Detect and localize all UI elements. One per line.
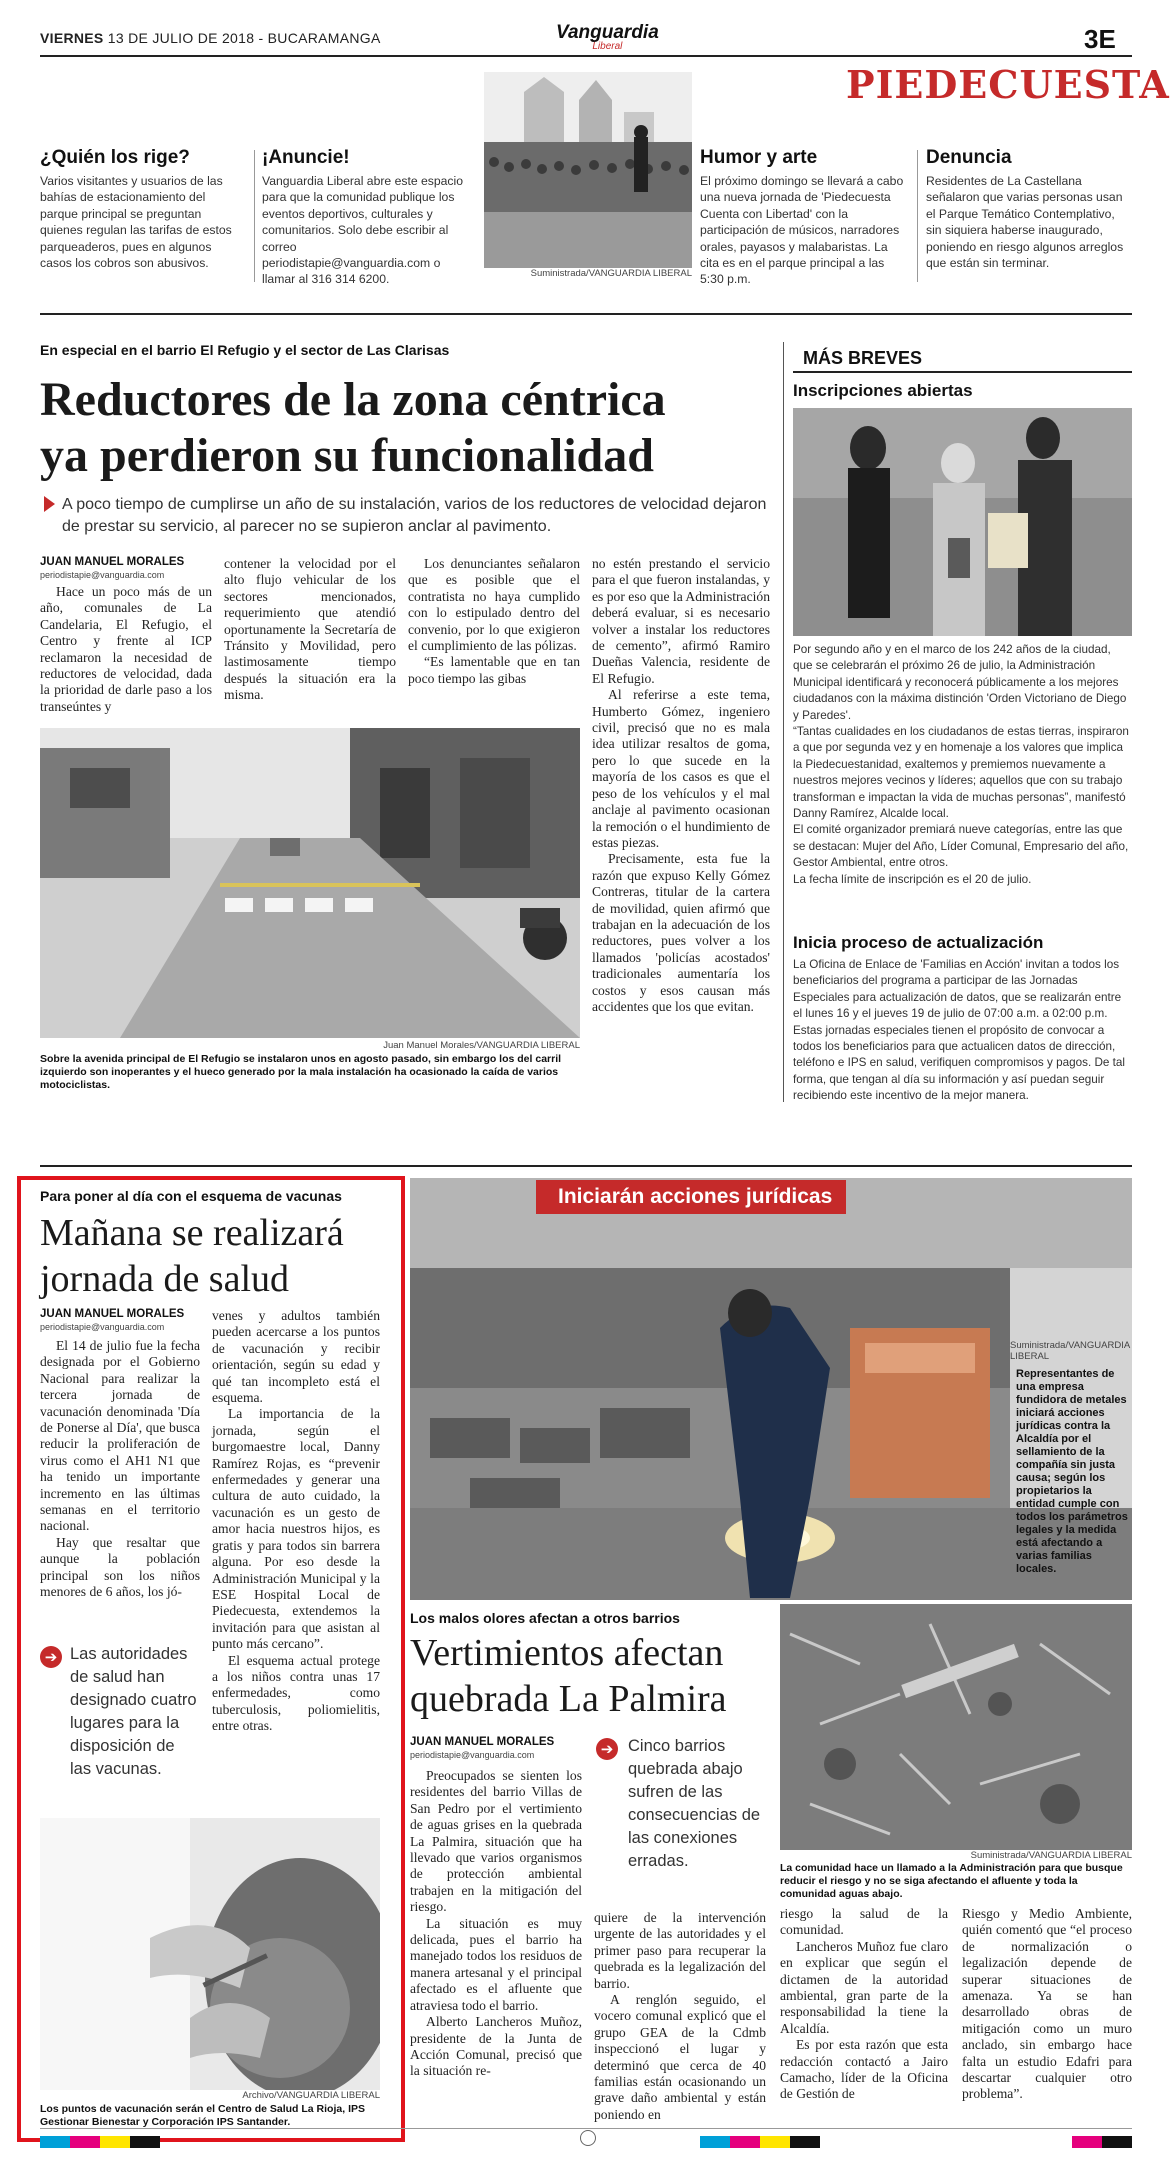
street-photo [40, 728, 580, 1038]
palmira-col-2 [594, 1910, 766, 2123]
brief-title: Humor y arte [700, 147, 818, 168]
logo [556, 22, 659, 54]
main-byline [40, 556, 210, 582]
paragraph: Riesgo y Medio Ambiente, quién comentó que “el proceso de normalización o legalización depende de superar situaciones de amenaza. Ya se han desarrollado obras de mitigación como un muro anclado, sin embargo hace falta un estudio Edafri para descartar cualquier otro problema”. [962, 1906, 1132, 2102]
paragraph: “Es lamentable que en tan poco tiempo las gibas [408, 654, 580, 686]
paragraph: Por segundo año y en el marco de los 242 años de la ciudad, que se celebrarán el próximo 26 de julio, la Administración Municipal identificará y reconocerá públicamente a los mejores ciudadanos con la máxima distinción 'Orden Victoriano de Diego y Paredes'. [793, 643, 1127, 722]
section-title: PIEDECUESTA [846, 62, 1170, 107]
main-col-3 [408, 556, 580, 687]
palmira-kicker: Los malos olores afectan a otros barrios [410, 1610, 680, 1626]
header-rule [40, 55, 1132, 57]
vacunas-col-1 [40, 1338, 200, 1601]
byline-email: periodistapie@vanguardia.com [410, 1750, 535, 1760]
color-bar [760, 2136, 790, 2148]
color-bar [70, 2136, 100, 2148]
palmira-col-4 [962, 1906, 1132, 2103]
parade-photo [484, 72, 692, 268]
creek-photo [780, 1604, 1132, 1850]
palmira-byline [410, 1736, 580, 1762]
palmira-col-1 [410, 1768, 582, 2080]
photo-credit: Juan Manuel Morales/VANGUARDIA LIBERAL [383, 1040, 580, 1051]
paragraph: Estas jornadas especiales tienen el propósito de convocar a todos los beneficiarios para que actualicen datos de dirección, teléfono e IPS en salud, verifiquen compromisos y pagos. De tal forma, que tengan al día su información y así puedan seguir recibiendo este incentivo de la mejor manera. [793, 1023, 1125, 1103]
section-rule [40, 1165, 1132, 1167]
arrow-icon: ➔ [596, 1738, 618, 1760]
photo-credit: Suministrada/VANGUARDIA LIBERAL [530, 268, 692, 279]
photo-credit: Suministrada/VANGUARDIA LIBERAL [1010, 1340, 1130, 1362]
headline-line: Reductores de la zona céntrica [40, 373, 666, 426]
brief-anuncie [262, 147, 467, 288]
paragraph: Hace un poco más de un año, comunales de La Candelaria, El Refugio, el Centro y frente al ICP reclamaron la necesidad de reductores de velocidad, dada la prioridad de darle paso a los transeúntes y [40, 584, 212, 714]
paragraph: contener la velocidad por el alto flujo vehicular de los sectores mencionados, requerimiento que atendió oportunamente la Secretaría de Tránsito y Movilidad, pero lastimosamente tiempo después la situación era la misma. [224, 556, 396, 703]
brief-title: Denuncia [926, 147, 1012, 168]
vacunas-pull-quote: Las autoridades de salud han designado cuatro lugares para la disposición de las vacunas. [70, 1645, 197, 1778]
paragraph: no estén prestando el servicio para el que fueron instalandas, y es por eso que la Administración deberá evaluar, si es necesario volver a instalar los reductores de cemento”, afirmó Ramiro Dueñas Valencia, residente de El Refugio. [592, 556, 770, 686]
paragraph: “Tantas cualidades en los ciudadanos de estas tierras, inspiraron a que por segunda vez y en homenaje a los valores que implica la Piedecuestanidad, exaltemos y premiemos nuevamente a nuestros mejores vecinos y líderes; aquellos que con su trabajo transforman e impactan la vida de muchas personas”, manifestó Danny Ramírez, Alcalde local. [793, 725, 1129, 821]
paragraph: El 14 de julio fue la fecha designada por el Gobierno Nacional para realizar la tercera jornada de vacunación denominada 'Día de Ponerse al Día', que busca reducir la proliferación de virus como el AH1 N1 que ha tenido un importante incremento en las últimas semanas en el territorio nacional. [40, 1338, 200, 1534]
paragraph: Hay que resaltar que aunque la población principal son los niños menores de 6 años, los jó- [40, 1534, 200, 1600]
color-bar [700, 2136, 730, 2148]
section-rule [40, 313, 1132, 315]
brief-denuncia [926, 147, 1132, 271]
paragraph: La situación es muy delicada, pues el barrio ha manejado todos los residuos de manera artesanal y el principal afectado es el afluente que atraviesa todo el barrio. [410, 1915, 582, 2013]
paragraph: La fecha límite de inscripción es el 20 de julio. [793, 872, 1032, 886]
mas-breves-label: MÁS BREVES [793, 348, 1132, 373]
header-date-text: 13 DE JULIO DE 2018 - BUCARAMANGA [107, 30, 381, 46]
vaccine-photo [40, 1818, 380, 2090]
arrow-icon: ➔ [40, 1646, 62, 1668]
photo-credit: Archivo/VANGUARDIA LIBERAL [242, 2090, 380, 2101]
headline-line: jornada de salud [40, 1258, 290, 1300]
main-headline [40, 372, 780, 484]
page-number: 3E [1084, 24, 1116, 54]
brief-body: Vanguardia Liberal abre este espacio para que la comunidad publique los eventos deportivos, culturales y comunitarios. Solo debe escribir al correo periodistapie@vanguardia.com o llamar al 316 314 6200. [262, 174, 464, 287]
headline-line: Mañana se realizará [40, 1212, 344, 1254]
breve-body-2 [793, 957, 1132, 1105]
brief-body: Varios visitantes y usuarios de las bahías de estacionamiento del parque principal se preguntan quienes regulan las tarifas de estos parqueaderos, pues en algunos casos los cobros son abusivos. [40, 174, 232, 271]
main-col-4 [592, 556, 770, 1015]
logo-sub: Liberal [592, 41, 623, 52]
breve-title: Inscripciones abiertas [793, 381, 973, 400]
logo-main: Vanguardia [556, 22, 659, 43]
palmira-col-3 [780, 1906, 948, 2103]
color-bar [790, 2136, 820, 2148]
paragraph: Preocupados se sienten los residentes del barrio Villas de San Pedro por el vertimiento de aguas grises en la quebrada La Palmira, situación que ha llevado que varios organismos de protección ambiental trabajen en la mitigación del riesgo. [410, 1768, 582, 1915]
juridicas-caption: Representantes de una empresa fundidora de metales iniciará acciones jurídicas contra la Alcaldía por el sellamiento de la compañía sin justa causa; según los propietarios la entidad cumple con todos los parámetros legales y la medida está afectando a varias familias locales. [1016, 1368, 1128, 1575]
deck-marker [44, 496, 55, 512]
brief-divider [917, 150, 918, 282]
byline-email: periodistapie@vanguardia.com [40, 1322, 165, 1332]
headline-line: Vertimientos afectan [410, 1632, 724, 1674]
brief-title: ¿Quién los rige? [40, 147, 190, 168]
byline-name: JUAN MANUEL MORALES [40, 556, 185, 568]
main-col-2 [224, 556, 396, 704]
byline-name: JUAN MANUEL MORALES [410, 1736, 555, 1748]
paragraph: Los denunciantes señalaron que es posible que el contratista no haya cumplido con lo estipulado dentro del convenio, por lo que exigieron el cumplimiento de las pólizas. [408, 556, 580, 654]
color-bar [730, 2136, 760, 2148]
paragraph: venes y adultos también pueden acercarse a los puntos de vacunación y recibir orientación, según su edad y qué tan incompleto está el esquema. [212, 1308, 380, 1406]
brief-divider [254, 150, 255, 282]
footer-rule [40, 2128, 1132, 2129]
paragraph: quiere de la intervención urgente de las autoridades y el primer paso para recuperar la quebrada es la legalización del barrio. [594, 1910, 766, 1991]
color-bar [100, 2136, 130, 2148]
juridicas-banner [536, 1180, 846, 1214]
vacunas-col-2 [212, 1308, 380, 1735]
registration-mark-icon [580, 2130, 596, 2146]
vacunas-headline [40, 1210, 400, 1302]
paragraph: La importancia de la jornada, según el burgomaestre local, Danny Ramírez Rojas, es “prevenir enfermedades y generar una cultura de auto cuidado, la vacunación es un gesto de amor hacia nuestros hijos, es gratis y para todos sin barrera alguna. Por eso desde la Administración Municipal y la ESE Hospital Local de Piedecuesta, extendemos la invitación para que asistan al punto más cercano”. [212, 1406, 380, 1652]
header-day: VIERNES [40, 30, 104, 46]
color-bar [130, 2136, 160, 2148]
paragraph: A renglón seguido, el vocero comunal explicó que el grupo GEA de la Cdmb inspeccionó el lugar y determinó que cerca de 40 familias están ocasionando un grave daño ambiental y están poniendo en [594, 1992, 766, 2122]
main-col-1 [40, 584, 212, 715]
palmira-headline [410, 1630, 780, 1722]
byline-name: JUAN MANUEL MORALES [40, 1308, 185, 1320]
color-bar [40, 2136, 70, 2148]
color-bar [1072, 2136, 1102, 2148]
photo-caption: Los puntos de vacunación serán el Centro de Salud La Rioja, IPS Gestionar Bienestar y Corporación IPS Santander. [40, 2103, 365, 2128]
brief-humor [700, 147, 908, 288]
sidebar-frame [783, 342, 784, 1102]
breve-title: Inicia proceso de actualización [793, 933, 1044, 952]
vacunas-byline [40, 1308, 210, 1334]
paragraph: El comité organizador premiará nueve categorías, entre las que se destacan: Mujer del Año, Líder Comunal, Empresario del año, Gestor Ambiental, entre otros. [793, 823, 1129, 870]
headline-line: quebrada La Palmira [410, 1678, 727, 1720]
paragraph: Alberto Lancheros Muñoz, presidente de la Junta de Acción Comunal, precisó que la situación re- [410, 2014, 582, 2079]
photo-credit: Suministrada/VANGUARDIA LIBERAL [970, 1850, 1132, 1861]
brief-quien [40, 147, 245, 271]
breve-body-1 [793, 642, 1132, 888]
byline-email: periodistapie@vanguardia.com [40, 570, 165, 580]
paragraph: Lancheros Muñoz fue claro en explicar que según el dictamen de la autoridad ambiental, gran parte de la responsabilidad la tiene la Alcaldía. [780, 1938, 948, 2036]
paragraph: Precisamente, esta fue la razón que expuso Kelly Gómez Contreras, titular de la cartera de movilidad, quien afirmó que trabajan en la adecuación de los reductores, pues volver a los llamados 'policías acostados' tradicionales aumentaría los costos y esos causan más accidentes que los que evitan. [592, 851, 770, 1014]
paragraph: Es por esta razón que esta redacción contactó a Jairo Camacho, líder de la Oficina de Gestión de [780, 2037, 948, 2102]
award-photo [793, 408, 1132, 636]
main-kicker: En especial en el barrio El Refugio y el sector de Las Clarisas [40, 342, 450, 358]
paragraph: El esquema actual protege a los niños contra unas 17 enfermedades, como tuberculosis, poliomielitis, entre otras. [212, 1652, 380, 1734]
headline-line: ya perdieron su funcionalidad [40, 429, 654, 482]
header-date [40, 30, 381, 46]
vacunas-kicker: Para poner al día con el esquema de vacunas [40, 1188, 342, 1204]
color-bar [1102, 2136, 1132, 2148]
paragraph: La Oficina de Enlace de 'Familias en Acción' invitan a todos los beneficiarios del programa a participar de las Jornadas Especiales para actualización de datos, que se realizarán entre el lunes 16 y el jueves 19 de julio de 07:00 a.m. a 02:00 p.m. [793, 958, 1122, 1021]
paragraph: riesgo la salud de la comunidad. [780, 1906, 948, 1938]
paragraph: Al referirse a este tema, Humberto Gómez, ingeniero civil, precisó que no es mala idea utilizar resaltos de goma, pero lo que sucede en la mayoría de los casos es que el peso de los vehículos y el mal anclaje al pavimento ocasionan la remoción o el hundimiento de estas piezas. [592, 687, 770, 850]
main-deck: A poco tiempo de cumplirse un año de su instalación, varios de los reductores de velocidad dejaron de prestar su servicio, al parecer no se supieron anclar al pavimento. [62, 496, 767, 535]
photo-caption: La comunidad hace un llamado a la Administración para que busque reducir el riesgo y no se siga afectando el afluente y toda la comunidad aguas abajo. [780, 1862, 1123, 1900]
banner-text: Iniciarán acciones jurídicas [558, 1185, 833, 1208]
brief-body: El próximo domingo se llevará a cabo una nueva jornada de 'Piedecuesta Cuenta con Libertad' con la participación de músicos, narradores orales, payasos y malabaristas. La cita es en el parque principal a las 5:30 p.m. [700, 174, 904, 287]
palmira-pull-quote: Cinco barrios quebrada abajo sufren de las consecuencias de las conexiones erradas. [628, 1737, 761, 1870]
photo-caption: Sobre la avenida principal de El Refugio se instalaron unos en agosto pasado, sin embargo los del carril izquierdo son inoperantes y el hueco generado por la mala instalación ha ocasionado la caída de varios motociclistas. [40, 1053, 562, 1091]
brief-body: Residentes de La Castellana señalaron que varias personas usan el Parque Temático Contemplativo, sin siquiera haberse inaugurado, poniendo en riesgo algunos arreglos que están sin terminar. [926, 174, 1124, 271]
brief-title: ¡Anuncie! [262, 147, 350, 168]
